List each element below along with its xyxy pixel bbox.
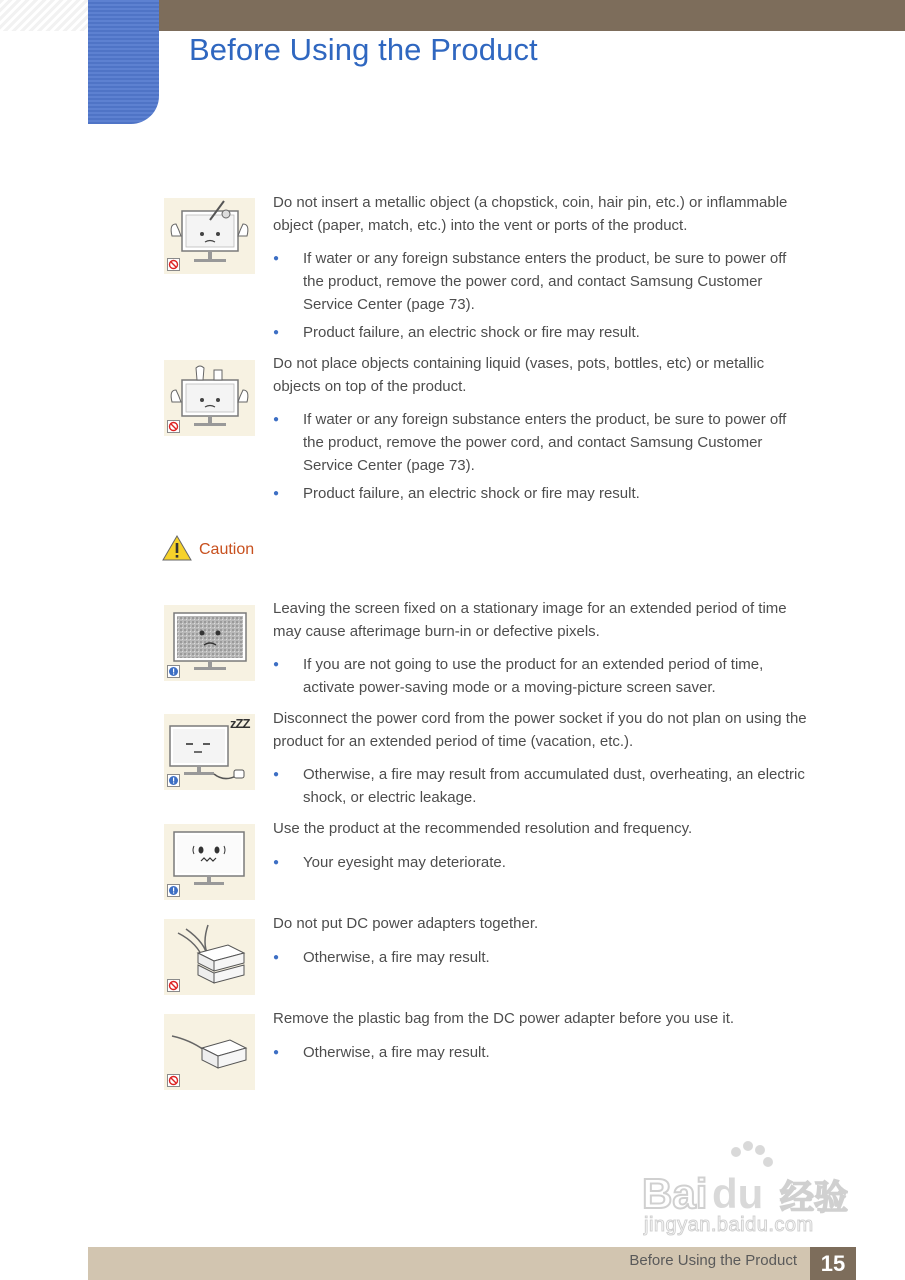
prohibited-badge-icon: [167, 979, 180, 992]
no-metal-object-icon: [164, 198, 255, 274]
notice-badge-icon: [167, 774, 180, 787]
bullet-text: Otherwise, a fire may result.: [303, 1044, 490, 1061]
baidu-watermark-logo: [640, 1140, 855, 1240]
recommended-resolution-icon: [164, 824, 255, 900]
bullet-icon: ●: [273, 253, 280, 264]
bullet-icon: ●: [273, 659, 280, 670]
footer-section-title: Before Using the Product: [629, 1252, 797, 1269]
sleep-zzz-text: zZZ: [230, 716, 250, 731]
instruction-text: Do not place objects containing liquid (vases, pots, bottles, etc) or metallic objects on top of the product.: [273, 355, 765, 395]
header-pattern: [0, 0, 88, 31]
bullet-text: If water or any foreign substance enters the product, be sure to power off the product, remove the power cord, and contact Samsung Customer Service Center (page 73).: [303, 250, 787, 313]
instruction-text: Remove the plastic bag from the DC power adapter before you use it.: [273, 1010, 735, 1027]
bullet-icon: ●: [273, 769, 280, 780]
svg-text:du: du: [712, 1170, 764, 1217]
bullet-icon: ●: [273, 488, 280, 499]
bullet-text: If water or any foreign substance enters the product, be sure to power off the product, remove the power cord, and contact Samsung Customer Service Center (page 73).: [303, 411, 787, 474]
bullet-icon: ●: [273, 1047, 280, 1058]
no-liquid-on-top-icon: [164, 360, 255, 436]
bullet-text: Product failure, an electric shock or fire may result.: [303, 485, 640, 502]
prohibited-badge-icon: [167, 258, 180, 271]
adapter-plastic-bag-icon: [164, 1014, 255, 1090]
instruction-text: Do not insert a metallic object (a chopstick, coin, hair pin, etc.) or inflammable object (paper, match, etc.) into the vent or ports of the product.: [273, 194, 788, 234]
bullet-text: If you are not going to use the product for an extended period of time, activate power-saving mode or a moving-picture screen saver.: [303, 656, 764, 696]
watermark-cn-text: 经验: [780, 1178, 848, 1218]
notice-badge-icon: [167, 665, 180, 678]
sleeping-monitor-unplug-icon: [164, 714, 255, 790]
stacked-adapters-icon: [164, 919, 255, 995]
caution-label: Caution: [199, 541, 255, 558]
bullet-icon: ●: [273, 327, 280, 338]
prohibited-badge-icon: [167, 1074, 180, 1087]
caution-warning-icon: [162, 535, 192, 561]
instruction-text: Disconnect the power cord from the power socket if you do not plan on using the product for an extended period of time (vacation, etc.).: [273, 710, 807, 750]
page-number: 15: [820, 1251, 846, 1276]
bullet-text: Otherwise, a fire may result.: [303, 949, 490, 966]
page-number-box: [810, 1247, 856, 1280]
bullet-text: Otherwise, a fire may result from accumulated dust, overheating, an electric shock, or electric leakage.: [303, 766, 805, 806]
instruction-text: Leaving the screen fixed on a stationary image for an extended period of time may cause afterimage burn-in or defective pixels.: [273, 600, 787, 640]
bullet-icon: ●: [273, 857, 280, 868]
instruction-text: Do not put DC power adapters together.: [273, 915, 539, 932]
bullet-text: Your eyesight may deteriorate.: [303, 854, 506, 871]
bullet-icon: ●: [273, 952, 280, 963]
header-bar: [159, 0, 905, 31]
prohibited-badge-icon: [167, 420, 180, 433]
header-tab: [88, 0, 159, 124]
bullet-text: Product failure, an electric shock or fire may result.: [303, 324, 640, 341]
watermark-url-text: jingyan.baidu.com: [644, 1214, 814, 1236]
svg-text:Bai: Bai: [642, 1170, 708, 1217]
notice-badge-icon: [167, 884, 180, 897]
footer-spacer: [856, 1247, 905, 1280]
burn-in-screen-icon: [164, 605, 255, 681]
instruction-text: Use the product at the recommended resolution and frequency.: [273, 820, 693, 837]
page-title: Before Using the Product: [189, 32, 538, 67]
bullet-icon: ●: [273, 414, 280, 425]
